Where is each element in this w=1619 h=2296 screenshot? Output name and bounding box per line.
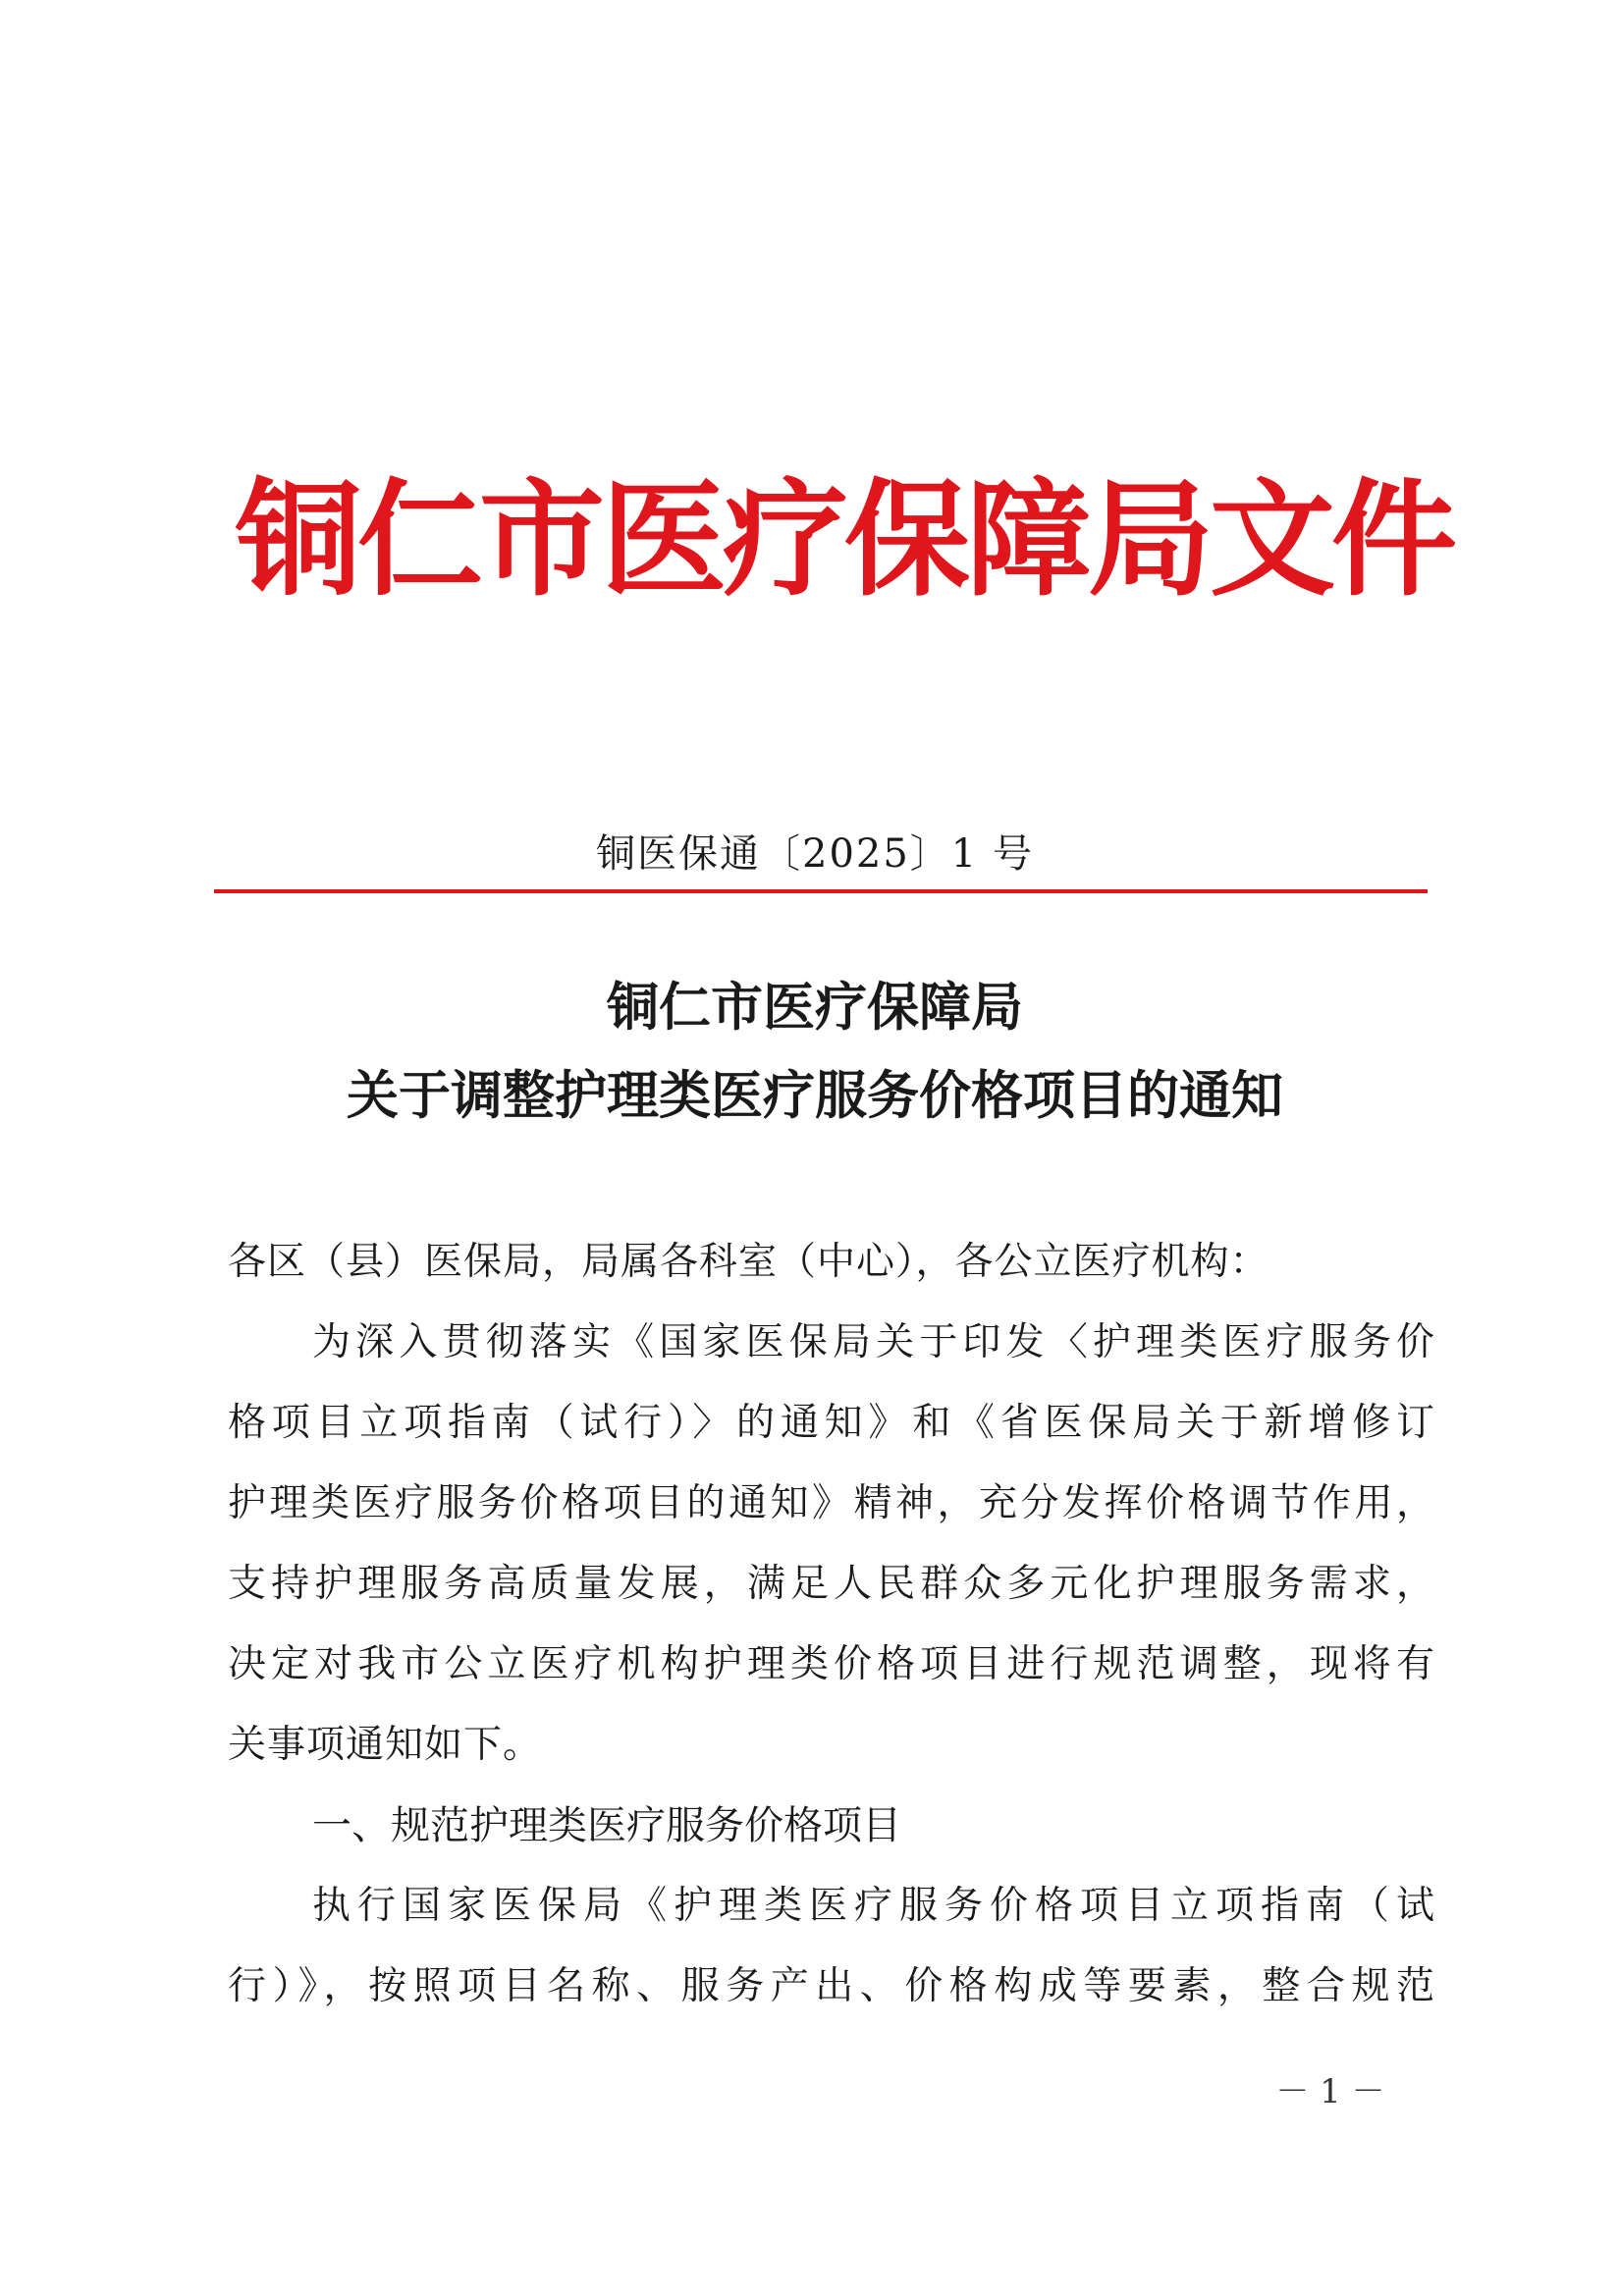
document-number: 铜医保通〔2025〕1 号 (596, 831, 1034, 877)
red-divider-line (214, 889, 1428, 893)
paragraph-line: 支持护理服务高质量发展，满足人民群众多元化护理服务需求， (228, 1562, 1435, 1606)
paragraph-line: 决定对我市公立医疗机构护理类价格项目进行规范调整，现将有 (228, 1642, 1435, 1686)
paragraph-line: 关事项通知如下。 (228, 1723, 543, 1767)
paragraph-line: 行）》，按照项目名称、服务产出、价格构成等要素，整合规范 (228, 1964, 1435, 2008)
addressee-line: 各区（县）医保局，局属各科室（中心），各公立医疗机构： (228, 1240, 1269, 1284)
issuer-title: 铜仁市医疗保障局文件 (236, 466, 1454, 614)
notice-title-line-2: 关于调整护理类医疗服务价格项目的通知 (347, 1066, 1283, 1126)
paragraph-line: 格项目立项指南（试行）〉的通知》和《省医保局关于新增修订 (228, 1401, 1435, 1445)
paragraph-line: 为深入贯彻落实《国家医保局关于印发〈护理类医疗服务价 (312, 1320, 1435, 1364)
paragraph-line: 执行国家医保局《护理类医疗服务价格项目立项指南（试 (312, 1884, 1435, 1928)
page-number: － 1 － (1275, 2072, 1385, 2111)
paragraph-line: 护理类医疗服务价格项目的通知》精神，充分发挥价格调节作用， (228, 1481, 1435, 1525)
notice-title-line-1: 铜仁市医疗保障局 (607, 978, 1023, 1038)
section-heading-1: 一、规范护理类医疗服务价格项目 (312, 1803, 901, 1848)
